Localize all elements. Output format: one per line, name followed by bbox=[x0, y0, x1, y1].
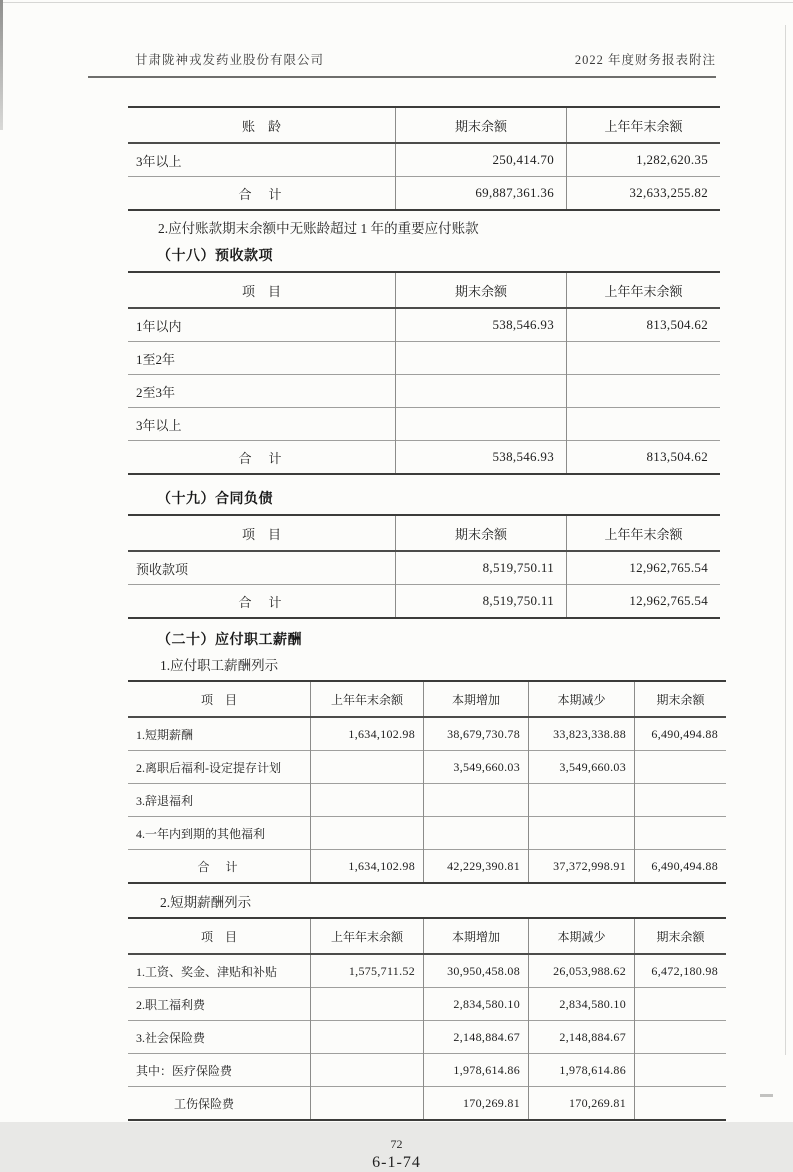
prior-balance-value bbox=[311, 988, 424, 1021]
ending-balance-value bbox=[635, 784, 727, 817]
ending-balance-value bbox=[396, 342, 567, 375]
row-label: 其中：医疗保险费 bbox=[128, 1054, 311, 1087]
prior-balance-value bbox=[567, 408, 721, 441]
table-header-row bbox=[128, 272, 720, 308]
table-header-row bbox=[128, 515, 720, 551]
column-header-decrease: 本期减少 bbox=[529, 918, 635, 954]
scan-edge-left bbox=[0, 0, 3, 130]
table-row bbox=[128, 408, 720, 441]
document-title: 2022 年度财务报表附注 bbox=[574, 53, 716, 67]
column-header-prior-balance: 上年年末余额 bbox=[567, 515, 721, 551]
table-row bbox=[128, 751, 726, 784]
column-header-ending-balance: 期末余额 bbox=[396, 272, 567, 308]
column-header-ending-balance: 期末余额 bbox=[396, 515, 567, 551]
decrease-value: 33,823,338.88 bbox=[529, 717, 635, 751]
increase-value: 42,229,390.81 bbox=[424, 850, 529, 884]
ending-balance-value: 6,472,180.98 bbox=[635, 954, 727, 988]
row-label: 1至2年 bbox=[128, 342, 396, 375]
table-total-row bbox=[128, 585, 720, 619]
column-header-prior-balance: 上年年末余额 bbox=[311, 918, 424, 954]
decrease-value: 2,834,580.10 bbox=[529, 988, 635, 1021]
row-label: 1.短期薪酬 bbox=[136, 727, 194, 742]
column-header-decrease: 本期减少 bbox=[529, 681, 635, 717]
page-number: 72 bbox=[390, 1137, 403, 1151]
decrease-value bbox=[529, 784, 635, 817]
decrease-value: 2,148,884.67 bbox=[529, 1021, 635, 1054]
document-code: 6-1-74 bbox=[372, 1154, 421, 1171]
row-label: 合 计 bbox=[128, 585, 396, 619]
prior-balance-value bbox=[567, 342, 721, 375]
ending-balance-value bbox=[635, 1087, 727, 1121]
row-label: 3.社会保险费 bbox=[128, 1021, 311, 1054]
ending-balance-value bbox=[396, 375, 567, 408]
increase-value bbox=[424, 817, 529, 850]
column-header-ending-balance: 期末余额 bbox=[396, 107, 567, 143]
scan-artifact bbox=[760, 1094, 773, 1097]
table-row bbox=[128, 1087, 726, 1121]
company-name: 甘肃陇神戎发药业股份有限公司 bbox=[135, 53, 325, 67]
section-19-heading: （十九）合同负债 bbox=[157, 492, 273, 507]
ending-balance-value: 6,490,494.88 bbox=[635, 717, 727, 751]
column-header-prior-balance: 上年年末余额 bbox=[567, 107, 721, 143]
accounts-payable-note: 2.应付账款期末余额中无账龄超过 1 年的重要应付账款 bbox=[158, 221, 479, 236]
increase-value: 1,978,614.86 bbox=[424, 1054, 529, 1087]
table-header-row bbox=[128, 918, 726, 954]
column-header-item: 项 目 bbox=[128, 272, 396, 308]
increase-value: 2,834,580.10 bbox=[424, 988, 529, 1021]
column-header-item: 项 目 bbox=[128, 918, 311, 954]
table-row bbox=[128, 143, 720, 177]
row-label: 合 计 bbox=[128, 441, 396, 475]
prior-balance-value bbox=[311, 1021, 424, 1054]
row-label: 2至3年 bbox=[128, 375, 396, 408]
prior-balance-value: 813,504.62 bbox=[567, 308, 721, 342]
table-header-row bbox=[128, 107, 720, 143]
column-header-ending-balance: 期末余额 bbox=[635, 681, 727, 717]
table-row bbox=[128, 551, 720, 585]
row-label: 1.工资、奖金、津贴和补贴 bbox=[136, 964, 278, 979]
prior-balance-value bbox=[311, 1054, 424, 1087]
table-row bbox=[128, 1054, 726, 1087]
row-label: 预收款项 bbox=[136, 561, 189, 577]
decrease-value: 3,549,660.03 bbox=[529, 751, 635, 784]
table-row bbox=[128, 817, 726, 850]
row-label: 合 计 bbox=[128, 850, 311, 884]
row-label: 2.职工福利费 bbox=[128, 988, 311, 1021]
column-header-prior-balance: 上年年末余额 bbox=[311, 681, 424, 717]
decrease-value: 1,978,614.86 bbox=[529, 1054, 635, 1087]
ending-balance-value bbox=[635, 988, 727, 1021]
decrease-value bbox=[529, 817, 635, 850]
row-label: 3.辞退福利 bbox=[128, 784, 311, 817]
table-contract-liabilities bbox=[128, 514, 720, 619]
prior-balance-value bbox=[311, 784, 424, 817]
table-row bbox=[128, 988, 726, 1021]
increase-value bbox=[424, 784, 529, 817]
page-footer bbox=[0, 1137, 793, 1172]
column-header-item: 项 目 bbox=[128, 681, 311, 717]
prior-balance-value: 12,962,765.54 bbox=[567, 585, 721, 619]
table-total-row bbox=[128, 177, 720, 211]
ending-balance-value bbox=[635, 1054, 727, 1087]
column-header-aging: 账 龄 bbox=[128, 107, 396, 143]
prior-balance-value: 12,962,765.54 bbox=[567, 551, 721, 585]
row-label: 合 计 bbox=[128, 177, 396, 211]
prior-balance-value bbox=[311, 751, 424, 784]
decrease-value: 37,372,998.91 bbox=[529, 850, 635, 884]
row-label: 工伤保险费 bbox=[128, 1087, 311, 1121]
prior-balance-value bbox=[311, 817, 424, 850]
column-header-prior-balance: 上年年末余额 bbox=[567, 272, 721, 308]
section-20-heading: （二十）应付职工薪酬 bbox=[157, 633, 302, 648]
increase-value: 170,269.81 bbox=[424, 1087, 529, 1121]
table-row bbox=[128, 375, 720, 408]
column-header-increase: 本期增加 bbox=[424, 681, 529, 717]
table-row bbox=[128, 784, 726, 817]
prior-balance-value bbox=[567, 375, 721, 408]
ending-balance-value: 538,546.93 bbox=[396, 308, 567, 342]
section-20-sub2-heading: 2.短期薪酬列示 bbox=[160, 895, 252, 910]
row-label: 4.一年内到期的其他福利 bbox=[128, 817, 311, 850]
scan-edge-top bbox=[0, 2, 793, 3]
prior-balance-value: 1,575,711.52 bbox=[311, 954, 424, 988]
table-total-row bbox=[128, 441, 720, 475]
ending-balance-value: 538,546.93 bbox=[396, 441, 567, 475]
document-header bbox=[88, 0, 716, 78]
table-accounts-payable-aging bbox=[128, 106, 720, 211]
decrease-value: 170,269.81 bbox=[529, 1087, 635, 1121]
ending-balance-value: 8,519,750.11 bbox=[396, 585, 567, 619]
table-row bbox=[128, 308, 720, 342]
increase-value: 3,549,660.03 bbox=[424, 751, 529, 784]
row-label: 1年以内 bbox=[136, 318, 182, 334]
increase-value: 38,679,730.78 bbox=[424, 717, 529, 751]
row-label: 2.离职后福利-设定提存计划 bbox=[128, 751, 311, 784]
ending-balance-value bbox=[635, 817, 727, 850]
ending-balance-value bbox=[635, 1021, 727, 1054]
ending-balance-value: 250,414.70 bbox=[396, 143, 567, 177]
prior-balance-value: 1,634,102.98 bbox=[311, 850, 424, 884]
prior-balance-value: 32,633,255.82 bbox=[567, 177, 721, 211]
table-short-term-compensation bbox=[128, 917, 726, 1121]
table-row bbox=[128, 954, 726, 988]
ending-balance-value: 69,887,361.36 bbox=[396, 177, 567, 211]
increase-value: 30,950,458.08 bbox=[424, 954, 529, 988]
row-label: 3年以上 bbox=[136, 153, 182, 169]
decrease-value: 26,053,988.62 bbox=[529, 954, 635, 988]
table-payroll-payable bbox=[128, 680, 726, 884]
section-20-sub1-heading: 1.应付职工薪酬列示 bbox=[160, 658, 279, 673]
table-row bbox=[128, 342, 720, 375]
prior-balance-value: 1,282,620.35 bbox=[567, 143, 721, 177]
table-total-row bbox=[128, 850, 726, 884]
column-header-item: 项 目 bbox=[128, 515, 396, 551]
ending-balance-value: 8,519,750.11 bbox=[396, 551, 567, 585]
prior-balance-value: 1,634,102.98 bbox=[311, 717, 424, 751]
table-header-row bbox=[128, 681, 726, 717]
prior-balance-value bbox=[311, 1087, 424, 1121]
table-row bbox=[128, 717, 726, 751]
ending-balance-value bbox=[635, 751, 727, 784]
table-row bbox=[128, 1021, 726, 1054]
section-18-heading: （十八）预收款项 bbox=[157, 249, 273, 264]
scan-edge-right bbox=[785, 25, 786, 1055]
column-header-ending-balance: 期末余额 bbox=[635, 918, 727, 954]
column-header-increase: 本期增加 bbox=[424, 918, 529, 954]
row-label: 3年以上 bbox=[128, 408, 396, 441]
ending-balance-value: 6,490,494.88 bbox=[635, 850, 727, 884]
prior-balance-value: 813,504.62 bbox=[567, 441, 721, 475]
increase-value: 2,148,884.67 bbox=[424, 1021, 529, 1054]
table-prepayments bbox=[128, 271, 720, 475]
ending-balance-value bbox=[396, 408, 567, 441]
